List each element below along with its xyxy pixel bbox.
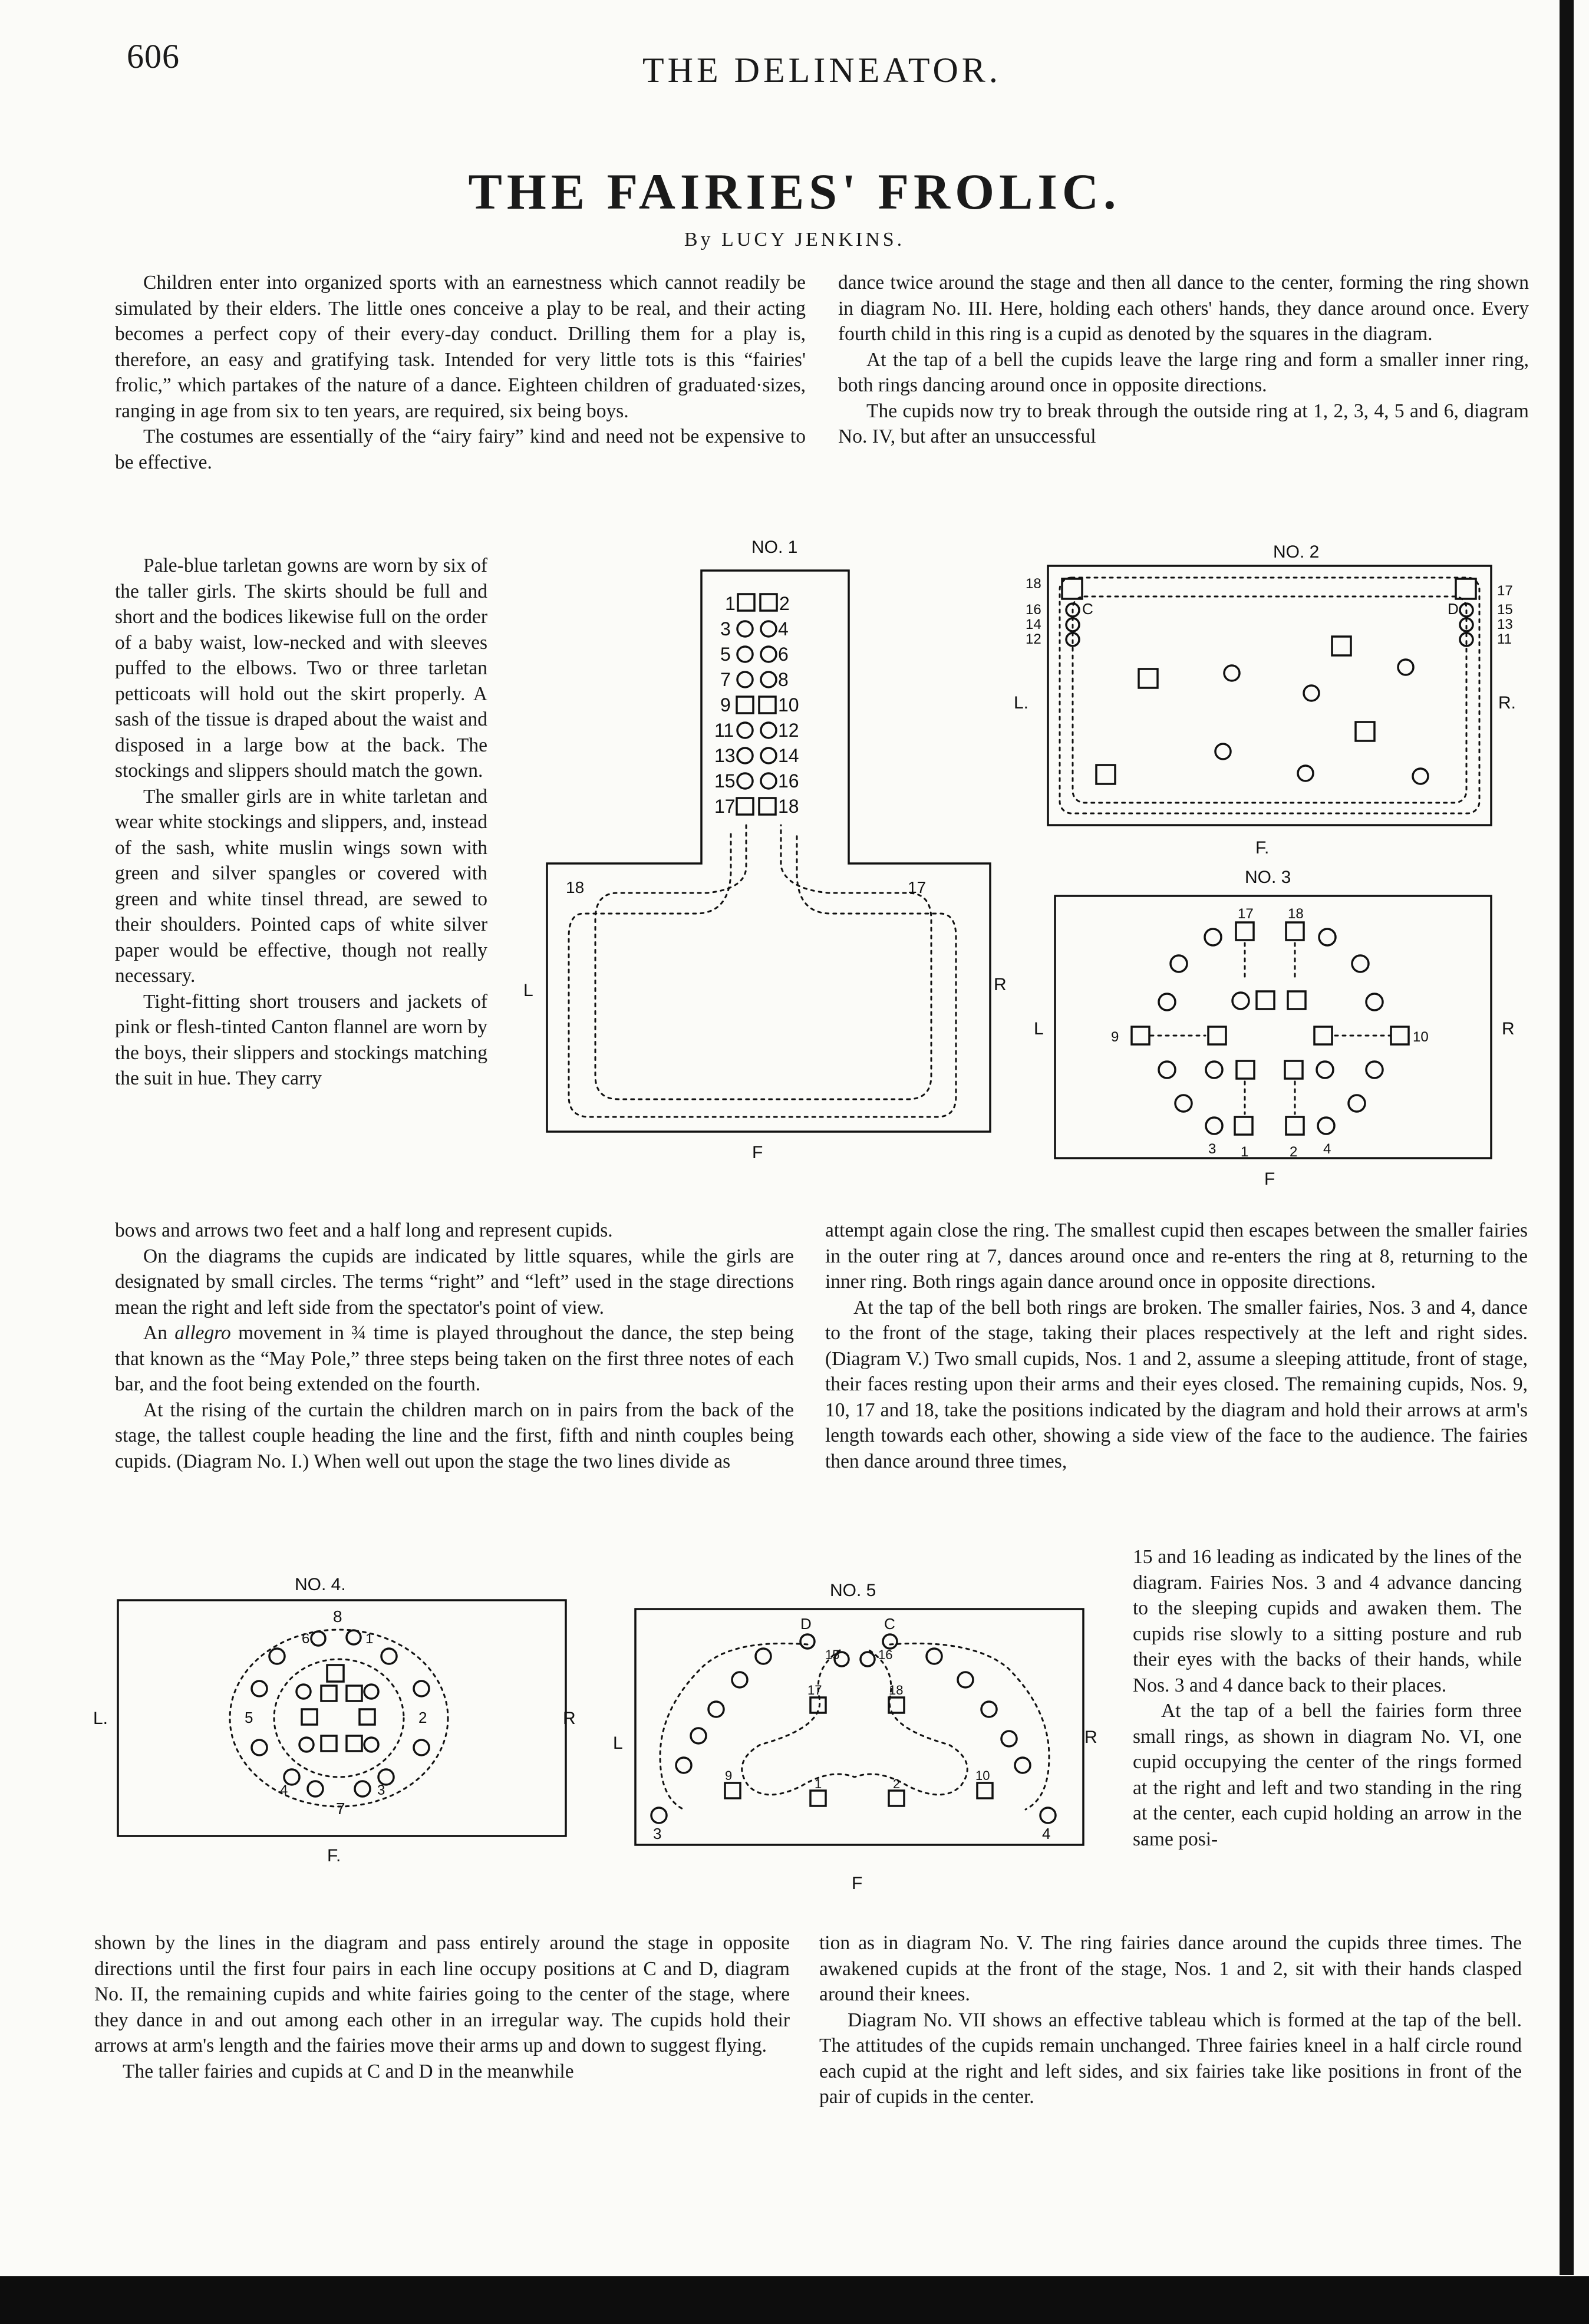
text-run: An xyxy=(143,1322,167,1344)
diagram-label: NO. 1 xyxy=(751,538,798,557)
stage-front-label: F. xyxy=(327,1846,341,1865)
paragraph: The cupids now try to break through the outside ring at 1, 2, 3, 4, 5 and 6, diagram No. IV, but after an unsuccessful xyxy=(838,400,1529,447)
fairy-circle xyxy=(1319,929,1336,945)
pair-left-number: 15 xyxy=(714,770,736,792)
scan-bottom-border xyxy=(0,2276,1589,2324)
scattered-dancers xyxy=(1096,637,1428,784)
pair-left-number: 17 xyxy=(714,796,736,817)
inner-ring xyxy=(296,1665,378,1752)
diagram-no-2 xyxy=(1014,542,1521,861)
position-number: 1 xyxy=(1241,1144,1249,1160)
stage-right-label: R xyxy=(1502,1019,1515,1039)
cupid-square xyxy=(1096,765,1115,784)
stage-outline xyxy=(1055,896,1491,1158)
position-number: 10 xyxy=(1413,1029,1429,1045)
position-number: 4 xyxy=(1323,1141,1331,1157)
diagram-label: NO. 2 xyxy=(1273,542,1320,562)
fairy-circle xyxy=(737,723,753,738)
fairy-circle xyxy=(252,1740,267,1755)
fairy-circle xyxy=(1413,769,1428,784)
cupid-square xyxy=(1235,1117,1252,1135)
inner-circuit xyxy=(1073,596,1466,803)
outer-paths xyxy=(660,1643,1049,1809)
position-number: 15 xyxy=(1497,602,1513,618)
position-number: 18 xyxy=(1288,906,1304,922)
paragraph: The smaller girls are in white tarletan and wear white stockings and slippers, and, instead of the sash, white muslin wings sown with green and silver spangles or covered with green and white tinsel thread, are sewed to their shoulders. Pointed caps of white silver paper would be effective, though not really necessary. xyxy=(115,785,487,987)
fairy-circle xyxy=(761,621,776,637)
cupid-square xyxy=(1356,722,1374,741)
fairy-circle xyxy=(1205,929,1221,945)
position-number: 12 xyxy=(1026,631,1041,647)
fairy-circle xyxy=(296,1685,311,1699)
position-number: 9 xyxy=(1111,1029,1119,1045)
stage-front-label: F. xyxy=(1255,838,1270,858)
pair-right-number: 8 xyxy=(778,669,789,690)
fairies xyxy=(651,1634,1056,1823)
paragraph: Pale-blue tarletan gowns are worn by six of the taller girls. The skirts should be full and short and the bodices likewise full on the order of a baby waist, low-necked and with sleeves puffed to the elbows. Two or three tarletan petticoats will hold out the skirt properly. A sash of the tissue is draped about the waist and disposed in a large bow at the back. The stockings and slippers should match the gown. xyxy=(115,555,487,782)
pair-left-number: 7 xyxy=(720,669,731,690)
position-number: 4 xyxy=(280,1782,288,1798)
fairy-circle xyxy=(1366,1062,1383,1078)
fairy-circle xyxy=(269,1649,285,1664)
pair-left-number: 3 xyxy=(720,618,731,639)
fairy-circle xyxy=(737,672,753,687)
outer-circuit xyxy=(1060,578,1479,813)
cupid-square xyxy=(1237,1061,1254,1079)
article-byline: By LUCY JENKINS. xyxy=(684,229,905,250)
position-number: 2 xyxy=(1290,1144,1298,1160)
cupid-square xyxy=(810,1791,826,1806)
stage-left-label: L. xyxy=(1014,693,1029,713)
diagram-label: NO. 4. xyxy=(295,1575,346,1594)
cupid-square xyxy=(1314,1027,1332,1044)
diagram-no-4 xyxy=(88,1574,607,1892)
diagram-no-1 xyxy=(523,536,1037,1179)
paragraph: Diagram No. VII shows an effective tableau which is formed at the tap of the bell. The attitudes of the cupids remain unchanged. Three fairies kneel in a half circle round each cupid at the right and left sides, and six fairies take like positions in front of the pair of cupids in the center. xyxy=(819,2009,1522,2108)
right-column-middle xyxy=(825,1218,1528,1474)
fairy-circle xyxy=(1175,1095,1192,1112)
position-number: 7 xyxy=(336,1799,345,1818)
paragraph: Tight-fitting short trousers and jackets of pink or flesh-tinted Canton flannel are worn by the boys, their slippers and stockings matching the suit in hue. They carry xyxy=(115,990,487,1089)
paragraph: 15 and 16 leading as indicated by the lines of the diagram. Fairies Nos. 3 and 4 advance dancing to the sleeping cupids and awaken them. The cupids rise slowly to a sitting posture and rub their eyes with the backs of their hands, while Nos. 3 and 4 dance back to their places. xyxy=(1133,1546,1522,1696)
cupid-square xyxy=(1285,1061,1303,1079)
cupid-square xyxy=(1062,579,1082,599)
stage-right-label: R xyxy=(994,975,1007,994)
stage-left-label: L xyxy=(1034,1019,1044,1039)
fairy-circle xyxy=(1317,1062,1333,1078)
inner-ring-path xyxy=(274,1659,404,1777)
fairy-circle xyxy=(861,1652,875,1666)
paragraph: tion as in diagram No. V. The ring fairies dance around the cupids three times. The awakened cupids at the front of the stage, Nos. 1 and 2, sit with their hands clasped around their knees. xyxy=(819,1932,1522,2005)
inner-path xyxy=(595,825,931,1099)
stage-outline xyxy=(635,1609,1083,1845)
position-number: 16 xyxy=(1026,602,1041,618)
fairy-circle xyxy=(1159,994,1175,1010)
fairy-circle xyxy=(252,1681,267,1696)
fairy-circle xyxy=(761,773,776,789)
paragraph: At the tap of a bell the fairies form three small rings, as shown in diagram No. VI, one cupid occupying the center of the rings formed at the right and left and two standing in the ring at the center, each cupid holding an arrow in the same posi- xyxy=(1133,1700,1522,1850)
position-c: C xyxy=(1082,600,1093,618)
fairy-circle xyxy=(883,1634,897,1649)
fairy-circle xyxy=(761,723,776,738)
corner-number-right: 17 xyxy=(908,878,927,896)
pair-right-number: 2 xyxy=(779,593,790,614)
pair-right-number: 14 xyxy=(778,745,799,766)
position-number: 11 xyxy=(1497,631,1512,647)
position-d: D xyxy=(1448,600,1459,618)
pair-right-number: 16 xyxy=(778,770,799,792)
left-column-narrow xyxy=(115,553,487,1092)
cupid-square xyxy=(1286,922,1304,940)
stage-left-label: L xyxy=(613,1733,623,1753)
position-d: D xyxy=(800,1615,812,1633)
cupid-square xyxy=(321,1686,337,1701)
outer-ring-path xyxy=(230,1630,448,1807)
paragraph: At the tap of the bell both rings are broken. The smaller fairies, Nos. 3 and 4, dance to the front of the stage, taking their places respectively at the left and right sides. (Diagram V.) Two small cupids, Nos. 1 and 2, assume a sleeping attitude, front of stage, their faces resting upon their arms and their eyes closed. The remaining cupids, Nos. 9, 10, 17 and 18, take the positions indicated by the diagram and hold their arrows at arm's length towards each other, showing a side view of the face to the audience. The fairies then dance around three times, xyxy=(825,1296,1528,1472)
article-title: THE FAIRIES' FROLIC. xyxy=(468,163,1121,220)
fairy-circle xyxy=(299,1738,314,1752)
right-column-top xyxy=(838,270,1529,450)
inner-paths xyxy=(742,1650,968,1795)
cupid-square xyxy=(1139,669,1158,688)
pair-right-number: 10 xyxy=(778,694,799,716)
cupid-square xyxy=(759,798,776,815)
fairy-circle xyxy=(414,1740,429,1755)
fairy-circle xyxy=(927,1649,942,1664)
cupid-square xyxy=(360,1709,375,1725)
stage-front-label: F xyxy=(1264,1169,1275,1189)
cupid-square xyxy=(1391,1027,1409,1044)
fairy-circle xyxy=(651,1808,667,1823)
paragraph: At the tap of a bell the cupids leave the large ring and form a smaller inner ring, both rings dancing around once in opposite directions. xyxy=(838,348,1529,396)
fairy-circle xyxy=(1001,1731,1017,1746)
position-number: 3 xyxy=(1208,1141,1217,1157)
fairy-circle xyxy=(732,1672,747,1687)
fairy-circle xyxy=(1206,1062,1222,1078)
fairy-circle xyxy=(1171,955,1187,972)
right-column-bottom xyxy=(819,1930,1522,2110)
pair-left-number: 1 xyxy=(725,593,736,614)
position-number: 10 xyxy=(975,1768,990,1783)
fairy-circle xyxy=(756,1649,771,1664)
pair-right-number: 6 xyxy=(778,644,789,665)
position-number: 4 xyxy=(1042,1825,1051,1842)
pair-left-number: 9 xyxy=(720,694,731,716)
position-number: 18 xyxy=(889,1683,904,1697)
stage-right-label: R xyxy=(1084,1728,1097,1747)
cupid-square xyxy=(1132,1027,1149,1044)
fairy-circle xyxy=(414,1681,429,1696)
pair-right-number: 4 xyxy=(778,618,789,639)
diagram-no-3 xyxy=(1034,866,1532,1202)
position-number: 17 xyxy=(1497,583,1513,599)
fairy-circle xyxy=(800,1634,815,1649)
paragraph: The costumes are essentially of the “airy fairy” kind and need not be expensive to be effective. xyxy=(115,426,806,473)
paragraph: dance twice around the stage and then all dance to the center, forming the ring shown in diagram No. III. Here, holding each others' hands, they dance around once. Every fourth child in this ring is a cupid as denoted by the squares in the diagram. xyxy=(838,272,1529,345)
fairy-circle xyxy=(1224,665,1239,681)
position-number: 18 xyxy=(1026,576,1041,592)
fairy-circle xyxy=(1318,1118,1334,1134)
position-number: 16 xyxy=(878,1647,893,1662)
position-number: 14 xyxy=(1026,617,1041,632)
paragraph: The taller fairies and cupids at C and D in the meanwhile xyxy=(123,2060,574,2082)
fairy-circle xyxy=(676,1758,691,1773)
stage-front-label: F xyxy=(852,1874,863,1893)
fairy-circle xyxy=(1298,766,1313,781)
page-number: 606 xyxy=(127,37,180,75)
cupid-square xyxy=(1286,1117,1304,1135)
page-edge-shadow xyxy=(1560,0,1574,2275)
stage-right-label: R. xyxy=(1498,693,1516,713)
fairy-circle xyxy=(347,1630,361,1644)
position-c: C xyxy=(884,1615,895,1633)
left-column-top xyxy=(115,270,806,475)
cupid-square xyxy=(347,1736,362,1751)
fairy-circle xyxy=(761,748,776,763)
cupid-square xyxy=(759,697,776,713)
fairy-circle xyxy=(737,647,753,662)
cupid-square xyxy=(737,697,753,713)
pair-right-number: 12 xyxy=(778,720,799,741)
fairy-circle xyxy=(1352,955,1369,972)
position-number: 1 xyxy=(365,1631,374,1647)
inner-ring xyxy=(1206,991,1333,1079)
fairy-circle xyxy=(311,1631,325,1646)
pair-left-number: 5 xyxy=(720,644,731,665)
cupid-square xyxy=(1236,922,1254,940)
cupid-square xyxy=(977,1783,993,1798)
stage-left-label: L. xyxy=(93,1709,108,1728)
diagram-label: NO. 5 xyxy=(830,1581,876,1600)
stage-outline xyxy=(1048,566,1491,825)
cupid-square xyxy=(1257,991,1274,1009)
diagram-no-5 xyxy=(613,1574,1132,1904)
cupid-square xyxy=(889,1791,904,1806)
cupid-square xyxy=(347,1686,362,1701)
outer-path xyxy=(569,834,956,1117)
fairy-circle xyxy=(737,773,753,789)
fairy-circle xyxy=(737,748,753,763)
position-number: 17 xyxy=(807,1683,822,1697)
outer-ring xyxy=(1132,922,1409,1135)
fairy-circle xyxy=(981,1702,997,1717)
cupid-square xyxy=(327,1665,344,1682)
cupid-square xyxy=(321,1736,337,1751)
fairy-circle xyxy=(1206,1118,1222,1134)
position-number: 15 xyxy=(825,1647,840,1662)
position-number: 13 xyxy=(1497,617,1513,632)
position-number: 9 xyxy=(725,1768,733,1783)
fairy-circle xyxy=(355,1781,370,1796)
cupid-square xyxy=(725,1783,740,1798)
paragraph: At the rising of the curtain the children march on in pairs from the back of the stage, the tallest couple heading the line and the first, fifth and ninth couples being cupids. (Diagram No. I.) When well out upon the stage the two lines divide as xyxy=(115,1399,794,1472)
text-run: movement in ¾ time is played throughout the dance, the step being that known as the “May Pole,” three steps being taken on the first three notes of each bar, and the foot being extended on the fourth. xyxy=(115,1322,794,1395)
stage-right-label: R xyxy=(563,1709,576,1728)
paragraph xyxy=(115,1320,794,1397)
fairy-circle xyxy=(1015,1758,1030,1773)
running-head: THE DELINEATOR. xyxy=(642,51,1001,90)
position-number: 17 xyxy=(1238,906,1254,922)
pair-left-number: 13 xyxy=(714,745,736,766)
fairy-circle xyxy=(958,1672,973,1687)
position-number: 1 xyxy=(815,1776,822,1791)
fairy-circle xyxy=(364,1685,378,1699)
right-column-narrow xyxy=(1133,1544,1522,1852)
cupid-square xyxy=(302,1709,317,1725)
fairy-circle xyxy=(1040,1808,1056,1823)
left-column-middle xyxy=(115,1218,794,1474)
position-number: 3 xyxy=(653,1825,662,1842)
position-number: 3 xyxy=(377,1782,385,1798)
fairy-circle xyxy=(364,1738,378,1752)
diagram-label: NO. 3 xyxy=(1245,868,1291,887)
fairy-circle xyxy=(708,1702,724,1717)
position-number: 6 xyxy=(302,1631,310,1647)
outer-ring xyxy=(252,1630,429,1796)
left-column-bottom xyxy=(94,1930,790,2084)
fairy-circle xyxy=(1366,994,1383,1010)
stage-left-label: L xyxy=(523,981,533,1000)
italic-term: allegro xyxy=(174,1322,231,1344)
fairy-circle xyxy=(1232,993,1249,1009)
fairy-circle xyxy=(761,647,776,662)
cupid-square xyxy=(760,594,777,611)
stage-front-label: F xyxy=(752,1143,763,1162)
column-pairs xyxy=(714,593,799,817)
cupid-square xyxy=(1332,637,1351,655)
fairy-circle xyxy=(691,1728,706,1743)
cupid-square xyxy=(1288,991,1306,1009)
paragraph: On the diagrams the cupids are indicated by little squares, while the girls are designated by small circles. The terms “right” and “left” used in the stage directions mean the right and left side from the spectator's point of view. xyxy=(115,1245,794,1318)
stage-outline xyxy=(547,571,990,1132)
paragraph: bows and arrows two feet and a half long and represent cupids. xyxy=(115,1219,613,1241)
cupid-square xyxy=(1208,1027,1226,1044)
fairy-circle xyxy=(761,672,776,687)
fairy-circle xyxy=(308,1781,323,1796)
paragraph: Children enter into organized sports with an earnestness which cannot readily be simulated by their elders. The little ones conceive a play to be real, and their acting becomes a perfect copy of their every-day conduct. Drilling them for a play is, therefore, an easy and gratifying task. Intended for very little tots is this “fairies' frolic,” which partakes of the nature of a dance. Eighteen children of graduated·sizes, ranging in age from six to ten years, are required, six being boys. xyxy=(115,272,806,422)
corner-number-left: 18 xyxy=(566,878,585,896)
pair-left-number: 11 xyxy=(714,720,734,741)
fairy-circle xyxy=(1349,1095,1365,1112)
cupid-square xyxy=(737,798,753,815)
position-number: 5 xyxy=(245,1709,253,1726)
fairy-circle xyxy=(1215,744,1231,759)
cupid-square xyxy=(1456,579,1476,599)
fairy-circle xyxy=(1304,685,1319,701)
cupid-square xyxy=(738,594,754,611)
fairy-circle xyxy=(1398,660,1413,675)
position-number: 2 xyxy=(418,1709,427,1726)
position-number: 8 xyxy=(333,1607,342,1626)
pair-right-number: 18 xyxy=(778,796,799,817)
cupids xyxy=(725,1697,993,1806)
position-number: 2 xyxy=(893,1776,901,1791)
fairy-circle xyxy=(737,621,753,637)
paragraph: attempt again close the ring. The smallest cupid then escapes between the smaller fairies in the outer ring at 7, dances around once and re-enters the ring at 8, returning to the inner ring. Both rings again dance around once in opposite directions. xyxy=(825,1219,1528,1293)
fairy-circle xyxy=(381,1649,397,1664)
fairy-circle xyxy=(1159,1062,1175,1078)
paragraph: shown by the lines in the diagram and pass entirely around the stage in opposite directions until the first four pairs in each line occupy positions at C and D, diagram No. II, the remaining cupids and white fairies going to the center of the stage, where they dance in and out among each other in an irregular way. The cupids hold their arrows at arm's length and the fairies move their arms up and down to suggest flying. xyxy=(94,1932,790,2056)
